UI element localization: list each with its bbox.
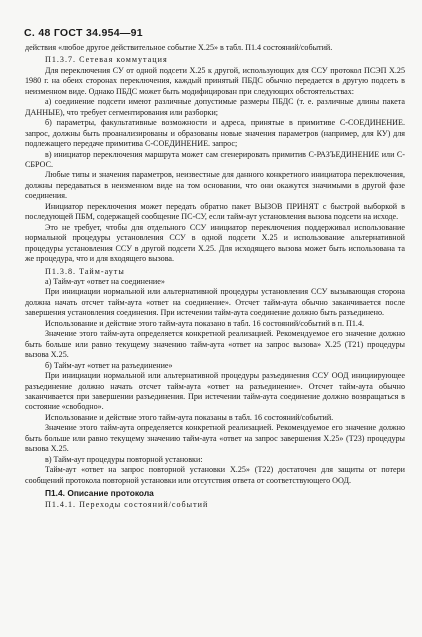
paragraph: в) инициатор переключения маршрута может сам сгенерировать примитив С-РАЗЪЕДИНЕНИЕ или С-СБРОС. [25,149,405,169]
paragraph: Любые типы и значения параметров, неизвестные для данного конкретного инициатора переключения, должны передаваться в неизменном виде на том основании, что они окажутся значимыми в другой фазе соединения. [25,170,405,201]
paragraph: При инициации нормальной или альтернативной процедуры установления ССУ вызывающая сторона должна начать отсчет тайм-аута «ответ на соединение». Отсчет тайм-аута обычно заканчивается после завершения установления соединения. При истечении тайм-аута соединение должно быть разъединено. [25,287,405,318]
document-body [25,43,405,511]
paragraph: б) Тайм-аут «ответ на разъединение» [45,360,173,370]
paragraph: Это не требует, чтобы для отдельного ССУ инициатор переключения поддерживал использование нормальной процедуры установления ССУ в одной подсети X.25 и использование альтернативной процедуры установления ССУ в другой подсети X.25. Для исходящего вызова может быть использована та же процедура, что и для входящего вызова. [25,222,405,264]
section-heading: П1.3.8. Тайм-ауты [45,266,125,276]
section-heading: П1.4.1. Переходы состояний/событий [45,500,209,510]
paragraph: Использование и действие этого тайм-аута показаны в табл. 16 состояний/событий. [45,412,334,422]
paragraph: Для переключения СУ от одной подсети X.25 к другой, использующих для ССУ протокол ПСЭП X.25 1980 г. на обеих сторонах переключения, каждый принятый ПБДС обычно передается в другую подсеть в неизменном виде. Однако ПБДС может быть модифицирован при следующих обстоятельствах: [25,65,405,96]
paragraph: а) соединение подсети имеют различные допустимые размеры ПБДС (т. е. различные длины пакета ДАННЫЕ), что требует сегментирования или разборки; [25,97,405,117]
paragraph: Значение этого тайм-аута определяется конкретной реализацией. Рекомендуемое его значение должно быть больше или равно текущему значению тайм-аута «ответ на запрос вызова» X.25 (T21) процедуры вызова X.25. [25,329,405,360]
paragraph: б) параметры, факультативные возможности и адреса, принятые в примитиве С-СОЕДИНЕНИЕ. запрос, должны быть проанализированы и образованы новые значения параметров (например, для КУ) для подлежащего передаче примитива С-СОЕДИНЕНИЕ. запрос; [25,118,405,149]
paragraph: Использование и действие этого тайм-аута показано в табл. 16 состояний/событий в п. П1.4. [45,318,365,328]
paragraph: Тайм-аут «ответ на запрос повторной установки X.25» (T22) достаточен для защиты от потери сообщений протокола повторной установки или отсутствия ответа от соответствующего ООД. [25,465,405,485]
paragraph: в) Тайм-аут процедуры повторной установки: [45,454,203,464]
paragraph: При инициации нормальной или альтернативной процедуры разъединения ССУ ООД инициирующее разъединение должно начать отсчет тайм-аута «ответ на разъединение». Отсчет тайм-аута обычно заканчивается при завершении разъединения. При истечении тайм-аута соединение должно возвращаться в состояние «свободно». [25,371,405,412]
page-header: С. 48 ГОСТ 34.954—91 [24,27,143,39]
section-heading: П1.4. Описание протокола [45,488,154,499]
paragraph: а) Тайм-аут «ответ на соединение» [45,276,165,286]
section-heading: П1.3.7. Сетевая коммутация [45,55,168,65]
paragraph: действия «любое другое действительное событие X.25» в табл. П1.4 состояний/событий. [25,43,333,52]
paragraph: Инициатор переключения может передать обратно пакет ВЫЗОВ ПРИНЯТ с быстрой выборкой в последующей ПБМ, содержащей сообщение ПС-СУ, если тайм-аут установления вызова подсети на исходе. [25,201,405,222]
paragraph: Значение этого тайм-аута определяется конкретной реализацией. Рекомендуемое его значение должно быть больше или равно текущему значению тайм-аута «ответ на запрос завершения X.25» (T23) процедуры вызова X.25. [25,423,405,454]
